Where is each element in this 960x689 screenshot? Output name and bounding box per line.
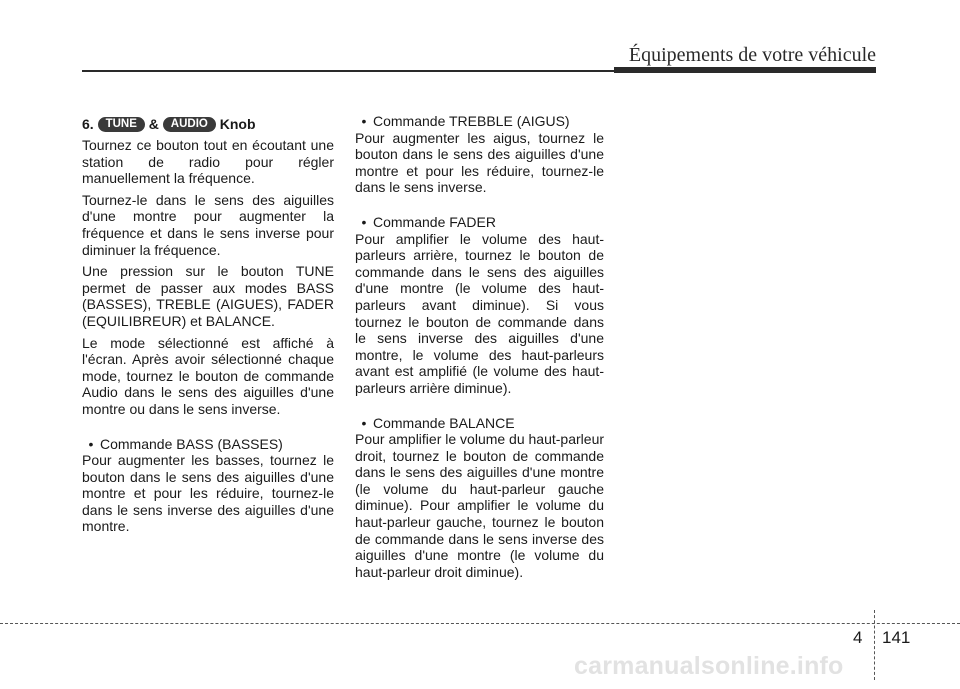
paragraph-tune-modes: Une pression sur le bouton TUNE permet de passer aux modes BASS (BASSES), TREBLE (AIGUES), FADER (EQUILIBREUR) et BALANCE. [82,263,334,329]
page-header-title: Équipements de votre véhicule [628,44,876,66]
watermark-text: carmanualsonline.info [574,652,844,680]
bullet-icon: • [88,435,94,452]
heading-knob: Knob [219,116,256,132]
paragraph-tune-direction: Tournez-le dans le sens des aiguilles d'une montre pour augmenter la fréquence et dans le sens inverse pour diminuer la fréquence. [82,191,334,258]
audio-badge: AUDIO [163,117,216,132]
paragraph-tune-intro: Tournez ce bouton tout en écoutant une station de radio pour régler manuellement la fréquence. [82,137,334,187]
fader-title [355,214,604,231]
fader-title-label: Commande FADER [373,213,496,230]
treble-title-label: Commande TREBBLE (AIGUS) [373,113,570,129]
left-column [82,113,334,540]
balance-title [355,415,604,432]
chapter-number: 4 [853,628,863,647]
tune-badge: TUNE [98,117,145,132]
bullet-icon: • [361,213,367,230]
treble-title [355,113,604,130]
page-number: 141 [882,628,911,647]
footer-divider [874,610,875,680]
bullet-icon: • [361,414,367,431]
bass-description: Pour augmenter les basses, tournez le bouton dans le sens des aiguilles d'une montre et pour les réduire, tournez-le dans le sens inverse des aiguilles d'une montre. [82,452,334,535]
bass-title-label: Commande BASS (BASSES) [100,435,283,452]
fader-description: Pour amplifier le volume des haut-parleurs arrière, tournez le bouton de commande dans le sens des aiguilles d'une montre (le volume des haut-parleurs avant diminue). Si vous tournez le bouton de commande dans le sens inverse des aiguilles d'une montre, le volume des haut-parleurs avant est amplifié (le volume des haut-parleurs arrière diminue). [355,230,604,396]
heading-number: 6. [82,116,94,132]
bass-title [82,436,334,453]
balance-description: Pour amplifier le volume du haut-parleur droit, tournez le bouton de commande dans le sens des aiguilles d'une montre (le volume du haut-parleur gauche diminue). Pour amplifier le volume du haut-parleur gauche, tournez le bouton de commande dans le sens inverse des aiguilles d'une montre (le volume du haut-parleur droit diminue). [355,431,605,580]
footer-rule [0,623,960,624]
treble-description: Pour augmenter les aigus, tournez le bouton dans le sens des aiguilles d'une montre et pour les réduire, tournez-le dans le sens inverse. [355,129,604,196]
heading-ampersand: & [148,116,159,132]
balance-title-label: Commande BALANCE [373,414,515,431]
bullet-icon: • [361,113,367,129]
paragraph-mode-display: Le mode sélectionné est affiché à l'écran. Après avoir sélectionné chaque mode, tournez le bouton de commande Audio dans le sens des aiguilles d'une montre ou dans le sens inverse. [82,334,334,417]
section-heading [82,113,334,135]
header-rule-accent [614,67,876,73]
right-column [355,113,604,585]
